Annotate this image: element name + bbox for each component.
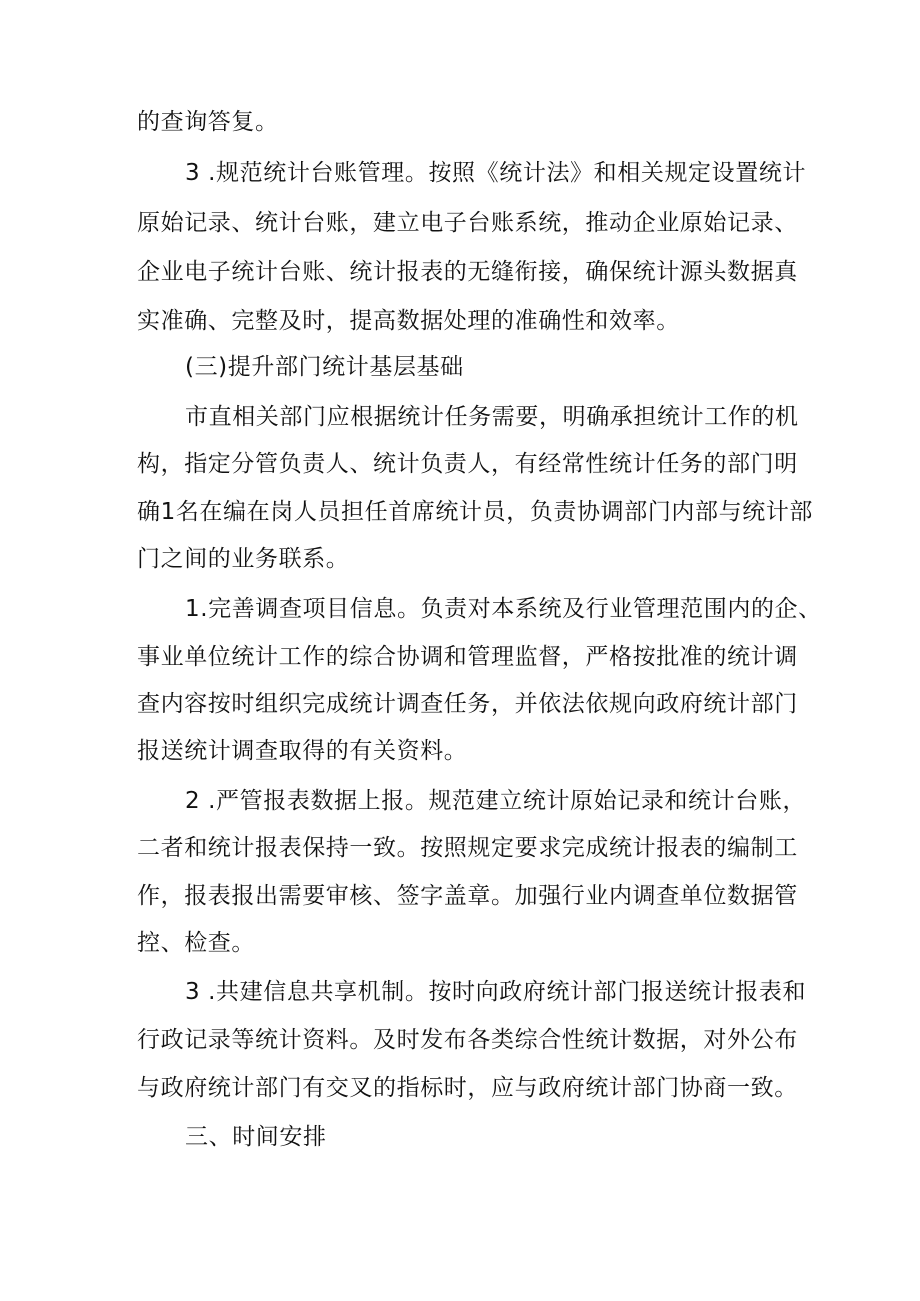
text-line: 构，指定分管负责人、统计负责人，有经常性统计任务的部门明 [137, 451, 798, 477]
text-line: 事业单位统计工作的综合协调和管理监督，严格按批准的统计调 [137, 644, 798, 670]
text-line: 的查询答复。 [137, 109, 279, 135]
text-line: 与政府统计部门有交叉的指标时，应与政府统计部门协商一致。 [137, 1075, 798, 1101]
text-line: 原始记录、统计台账，建立电子台账系统，推动企业原始记录、 [137, 210, 798, 236]
text-line: 行政记录等统计资料。及时发布各类综合性统计数据，对外公布 [137, 1027, 798, 1053]
text-line: 查内容按时组织完成统计调查任务，并依法依规向政府统计部门 [137, 691, 798, 717]
text-line: 二者和统计报表保持一致。按照规定要求完成统计报表的编制工 [137, 835, 798, 861]
section-heading: 三、时间安排 [185, 1124, 327, 1150]
text-line: 企业电子统计台账、统计报表的无缝衔接，确保统计源头数据真 [137, 259, 798, 285]
text-line: 确1名在编在岗人员担任首席统计员，负责协调部门内部与统计部 [137, 499, 814, 525]
text-line: 报送统计调查取得的有关资料。 [137, 738, 468, 764]
text-line: 实准确、完整及时，提高数据处理的准确性和效率。 [137, 308, 680, 334]
text-line: 控、检查。 [137, 930, 255, 956]
text-line: 3 .共建信息共享机制。按时向政府统计部门报送统计报表和 [185, 979, 807, 1005]
text-line: 3 .规范统计台账管理。按照《统计法》和相关规定设置统计 [185, 160, 807, 186]
text-line: 作，报表报出需要审核、签字盖章。加强行业内调查单位数据管 [137, 883, 798, 909]
text-line: 门之间的业务联系。 [137, 546, 350, 572]
text-line: 1.完善调查项目信息。负责对本系统及行业管理范围内的企、 [185, 596, 822, 622]
section-heading: (三)提升部门统计基层基础 [185, 354, 464, 380]
text-line: 2 .严管报表数据上报。规范建立统计原始记录和统计台账， [185, 788, 807, 814]
text-line: 市直相关部门应根据统计任务需要，明确承担统计工作的机 [185, 404, 799, 430]
